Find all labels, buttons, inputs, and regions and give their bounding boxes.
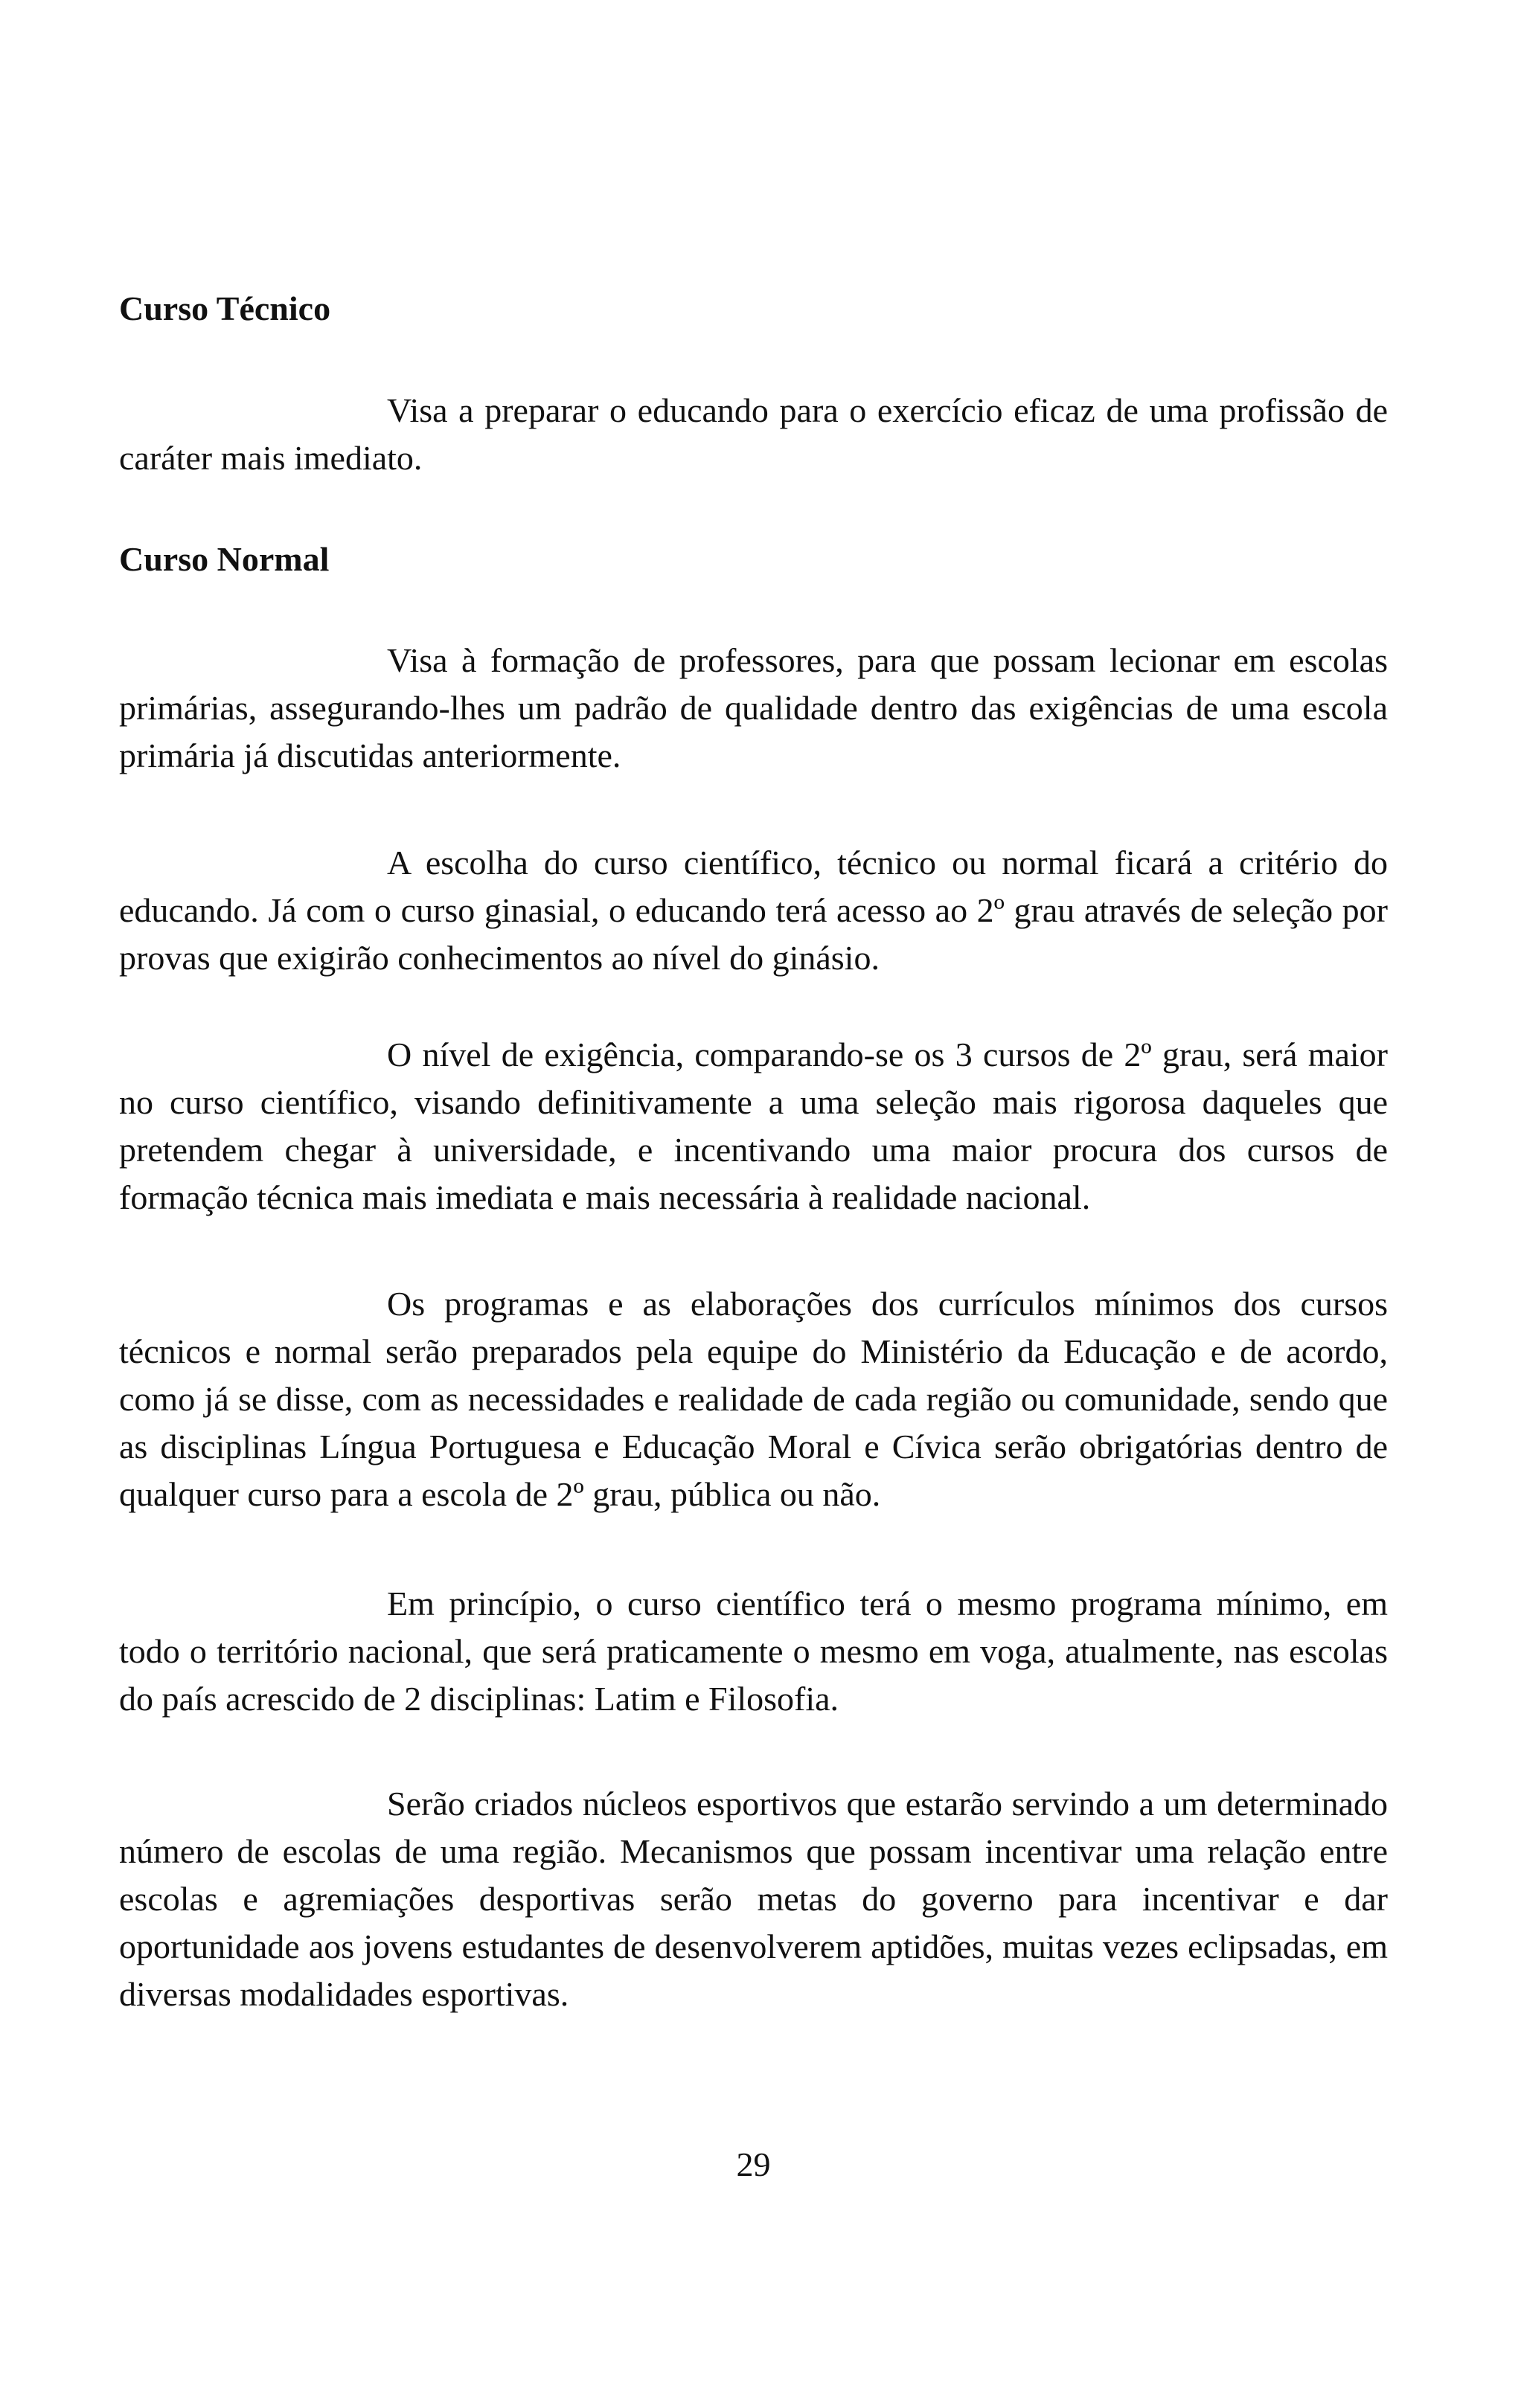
- section-heading-curso-normal: Curso Normal: [119, 540, 330, 578]
- body-paragraph-nivel-exigencia: O nível de exigência, comparando-se os 3 cursos de 2º grau, será maior no curso científico, visando definitivamente a uma seleção mais rigorosa daqueles que pretendem chegar à universidade, e incentivando uma maior procura dos cursos de formação técnica mais imediata e mais necessária à realidade nacional.: [119, 1036, 1388, 1216]
- body-paragraph-programas-curriculos: Os programas e as elaborações dos currículos mínimos dos cursos técnicos e normal serão preparados pela equipe do Ministério da Educação e de acordo, como já se disse, com as necessidades e realidade de cada região ou comunidade, sendo que as disciplinas Língua Portuguesa e Educação Moral e Cívica serão obrigatórias dentro de qualquer curso para a escola de 2º grau, pública ou não.: [119, 1285, 1388, 1513]
- body-paragraph-curso-cientifico: Em princípio, o curso científico terá o mesmo programa mínimo, em todo o território nacional, que será praticamente o mesmo em voga, atualmente, nas escolas do país acrescido de 2 disciplinas: Latim e Filosofia.: [119, 1585, 1388, 1718]
- section-paragraph-curso-normal: Visa à formação de professores, para que possam lecionar em escolas primárias, assegurando-lhes um padrão de qualidade dentro das exigências de uma escola primária já discutidas anteriormente.: [119, 641, 1388, 774]
- body-paragraph-escolha-curso: A escolha do curso científico, técnico ou normal ficará a critério do educando. Já com o curso ginasial, o educando terá acesso ao 2º grau através de seleção por provas que exigirão conhecimentos ao nível do ginásio.: [119, 844, 1388, 977]
- section-heading-curso-tecnico: Curso Técnico: [119, 289, 331, 327]
- page-number: 29: [736, 2145, 771, 2183]
- section-paragraph-curso-tecnico: Visa a preparar o educando para o exercício eficaz de uma profissão de caráter mais imediato.: [119, 391, 1388, 477]
- body-paragraph-nucleos-esportivos: Serão criados núcleos esportivos que estarão servindo a um determinado número de escolas de uma região. Mecanismos que possam incentivar uma relação entre escolas e agremiações desportivas serão metas do governo para incentivar e dar oportunidade aos jovens estudantes de desenvolverem aptidões, muitas vezes eclipsadas, em diversas modalidades esportivas.: [119, 1785, 1388, 2013]
- document-page: [119, 0, 1388, 2408]
